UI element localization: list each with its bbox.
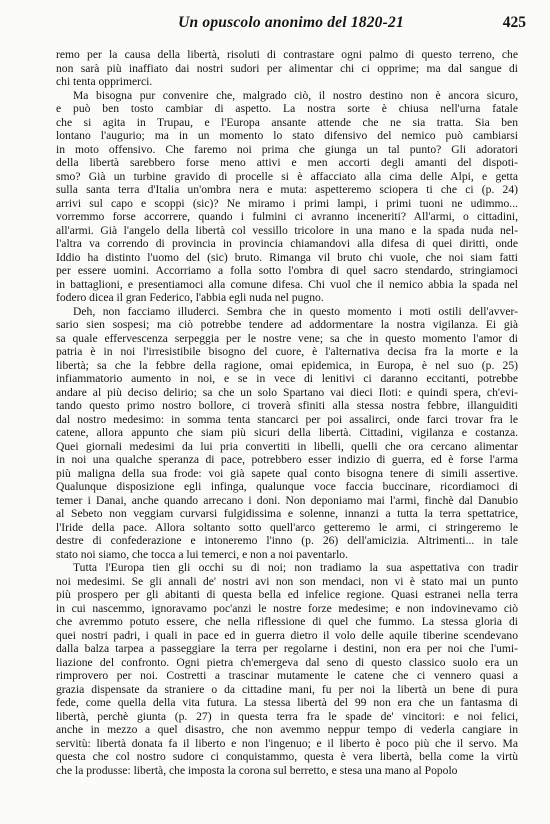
- text-line: Ma bisogna pur convenire che, malgrado ciò, il nostro destino non è ancora sicuro,: [73, 88, 518, 102]
- paragraph: [56, 561, 518, 777]
- text-line: Qualunque disposizione egli infinga, qualunque voce faccia buccinare, ricordiamoci di: [56, 480, 518, 493]
- text-line: stato noi siamo, che tocca a lui temerci, e non a noi paventarlo.: [56, 547, 348, 561]
- page-header: [56, 14, 526, 36]
- text-line: andare al più deciso delirio; sa che un solo Spartano vai dieci Iloti: e quindi spera, ch'evi-: [56, 385, 518, 399]
- text-line: quei nostri padri, i quali in pace ed in guerra dietro il volo delle aquile tiberine scendevano: [56, 628, 518, 642]
- text-line: chi tenta opprimerci.: [56, 75, 153, 88]
- text-line: all'armi. Già l'angelo della libertà col vessillo tricolore in una mano e la spada nuda nel-: [56, 223, 518, 237]
- text-line: Deh, non facciamo illuderci. Sembra che in questo momento i moti ostili dell'avver-: [73, 304, 518, 318]
- text-line: fodero dicea il gran Federico, l'abbia egli nuda nel pugno.: [56, 291, 324, 304]
- text-line: libertà; sa che la febbre della ragione, omai epidemica, in Europa, è nel suo (p. 25): [56, 358, 518, 372]
- text-line: smo? Già un turbine gravido di procelle si è affacciato alla cima delle Alpi, e getta: [56, 169, 518, 183]
- text-line: vorremmo forse accorrere, quando i fulmini ci avranno inceneriti? All'armi, o cittadini,: [56, 210, 518, 223]
- text-line: questa che col nostro sudore ci conquistammo, questa è vera libertà, bella come la virtù: [56, 750, 518, 763]
- text-line: più maligna della sua frode: voi già sapete qual conto bisogna tenere di simili assertive.: [56, 466, 518, 480]
- text-line: anche in mezzo a quel disastro, che non avemmo neppur tempo di vederla cangiare in: [56, 723, 518, 736]
- text-line: per essere uomini. Accorriamo a folla sotto l'ombra di quel sacro stendardo, stringiamoci: [56, 264, 518, 277]
- text-line: più prospero per gli abitanti di questa bella ed infelice regione. Quasi estranei nella terra: [56, 588, 518, 601]
- page-number: 425: [502, 14, 526, 31]
- text-line: non sarà più inaffiato dai nostri sudori per alimentar chi ci opprime; ma dal sangue di: [56, 61, 518, 75]
- text-line: libertà, perchè giunta (p. 27) in questa terra fra le spade de' vincitori: e noi felici,: [56, 709, 518, 723]
- text-line: in cui nascemmo, ignoravamo poc'anzi le nostre forze medesime; e non indovinevamo ciò: [56, 601, 518, 615]
- text-line: destre di confederazione e intoneremo l'inno (p. 26) dell'amicizia. Altrimenti... in tale: [56, 534, 518, 547]
- text-line: e può ben tosto cambiar di aspetto. La nostra sorte è chiusa nell'urna fatale: [56, 102, 518, 115]
- text-line: arrivi sul capo e scoppi (sic)? Ne miramo i primi lampi, i primi tuoni ne udimmo...: [56, 196, 518, 210]
- text-line: remo per la causa della libertà, risoluti di contrastare ogni palmo di questo terreno, che: [56, 48, 518, 61]
- text-line: rimprovero per noi. Costretti a trascinar mutamente le catene che ci vennero quasi a: [56, 669, 518, 682]
- text-line: sa quale effervescenza serpeggia per le nostre vene; sa che in questo momento l'amor di: [56, 331, 518, 345]
- text-line: l'Iride della pace. Allora soltanto sotto quell'arco getteremo le armi, ci stringeremo le: [56, 520, 518, 534]
- text-line: in moto offensivo. Che faremo noi prima che giunga un tal punto? Gli adoratori: [56, 142, 518, 156]
- text-line: liazione del confronto. Ogni pietra ch'emergeva dal seno di questo classico suolo era un: [56, 655, 518, 669]
- running-title: Un opuscolo anonimo del 1820-21: [178, 14, 404, 31]
- text-line: lontano l'augurio; ma in un momento lo stato difensivo del nemico può cambiarsi: [56, 129, 518, 142]
- text-line: al Sebeto non veggiam curvarsi fulgidissima e solenne, innanzi a tutta la terra spettatrice,: [56, 507, 518, 520]
- text-line: infiammatorio aumento in noi, e se in vece di lenitivi ci daranno eccitanti, potrebbe: [56, 372, 518, 385]
- text-line: noi medesimi. Se gli annali de' nostri avi non son mendaci, non vi è stato mai un punto: [56, 574, 518, 588]
- text-line: che avremmo potuto essere, che nella riflessione di quel che fummo. La stessa gloria di: [56, 615, 518, 628]
- paragraph: [56, 305, 518, 562]
- text-line: della libertà sarebbero forse meno attivi e men accorti degli amanti del dispoti-: [56, 156, 518, 169]
- text-line: fede, come quella della vita futura. La stessa libertà del 99 non era che un fantasma di: [56, 696, 518, 709]
- text-line: grazia dispensate da straniere o da cittadine mani, fu per noi la libertà un bene di pura: [56, 682, 518, 696]
- text-line: sario sien sospesi; ma ciò potrebbe tendere ad addormentare la nostra vigilanza. Ei già: [56, 318, 518, 331]
- text-line: catene, allora appunto che siam più sicuri della libertà. Cittadini, vigilanza e costanza.: [56, 426, 518, 439]
- text-line: in noi una qualche speranza di pace, potrebbero esser indizio di guerra, ed è forse l'arma: [56, 453, 518, 466]
- text-line: Tutta l'Europa tien gli occhi su di noi; non tradiamo la sua aspettativa con tradir: [73, 561, 518, 574]
- text-line: temer i Danai, anche quando arrecano i doni. Non deponiamo mai l'armi, finchè dal Danubio: [56, 493, 518, 507]
- paragraph: [56, 89, 518, 305]
- paragraph: [56, 48, 518, 89]
- text-line: sulla santa terra d'Italia un'ombra nera e muta: aspetteremo sciopera ti che ci (p. 24): [56, 183, 518, 196]
- body-text: [56, 48, 518, 777]
- text-line: Quei giornali medesimi da lui pria convertiti in libelli, quelli che ora cercano alimentar: [56, 439, 518, 453]
- text-line: patria è in noi l'irresistibile bisogno del cuore, è l'alternativa decisa fra la morte e la: [56, 345, 518, 358]
- text-line: servitù: libertà donata fa il liberto e non l'ingenuo; e il liberto è poco più che il servo. Ma: [56, 736, 518, 750]
- text-line: l'altra va correndo di provincia in provincia chiamandovi alla difesa di quei diritti, onde: [56, 237, 518, 250]
- text-line: che si agita in Trupau, e l'Europa ansante attende che ne sia tratta. Sia ben: [56, 115, 518, 129]
- text-line: che la produsse: libertà, che imposta la corona sul berretto, e stesa una mano al Popolo: [56, 763, 458, 777]
- text-line: tando questo primo nostro bollore, ci troverà sfiniti alla stessa nostra febbre, illanguiditi: [56, 399, 518, 412]
- text-line: dalla balza tarpea a passeggiare la terra per regolarne i destini, non era per noi che l'umi-: [56, 642, 518, 655]
- text-line: Iddio ha distinto l'uomo del (sic) bruto. Rimanga vil bruto chi vuole, che noi siam fatti: [56, 250, 518, 264]
- text-line: dal nostro medesimo: in somma tenta stancarci per poi assalirci, onde farci trovar fra le: [56, 412, 518, 426]
- text-line: in battaglioni, e presentiamoci alla comune difesa. Chi vuol che il nemico abbia la spada nel: [56, 277, 518, 291]
